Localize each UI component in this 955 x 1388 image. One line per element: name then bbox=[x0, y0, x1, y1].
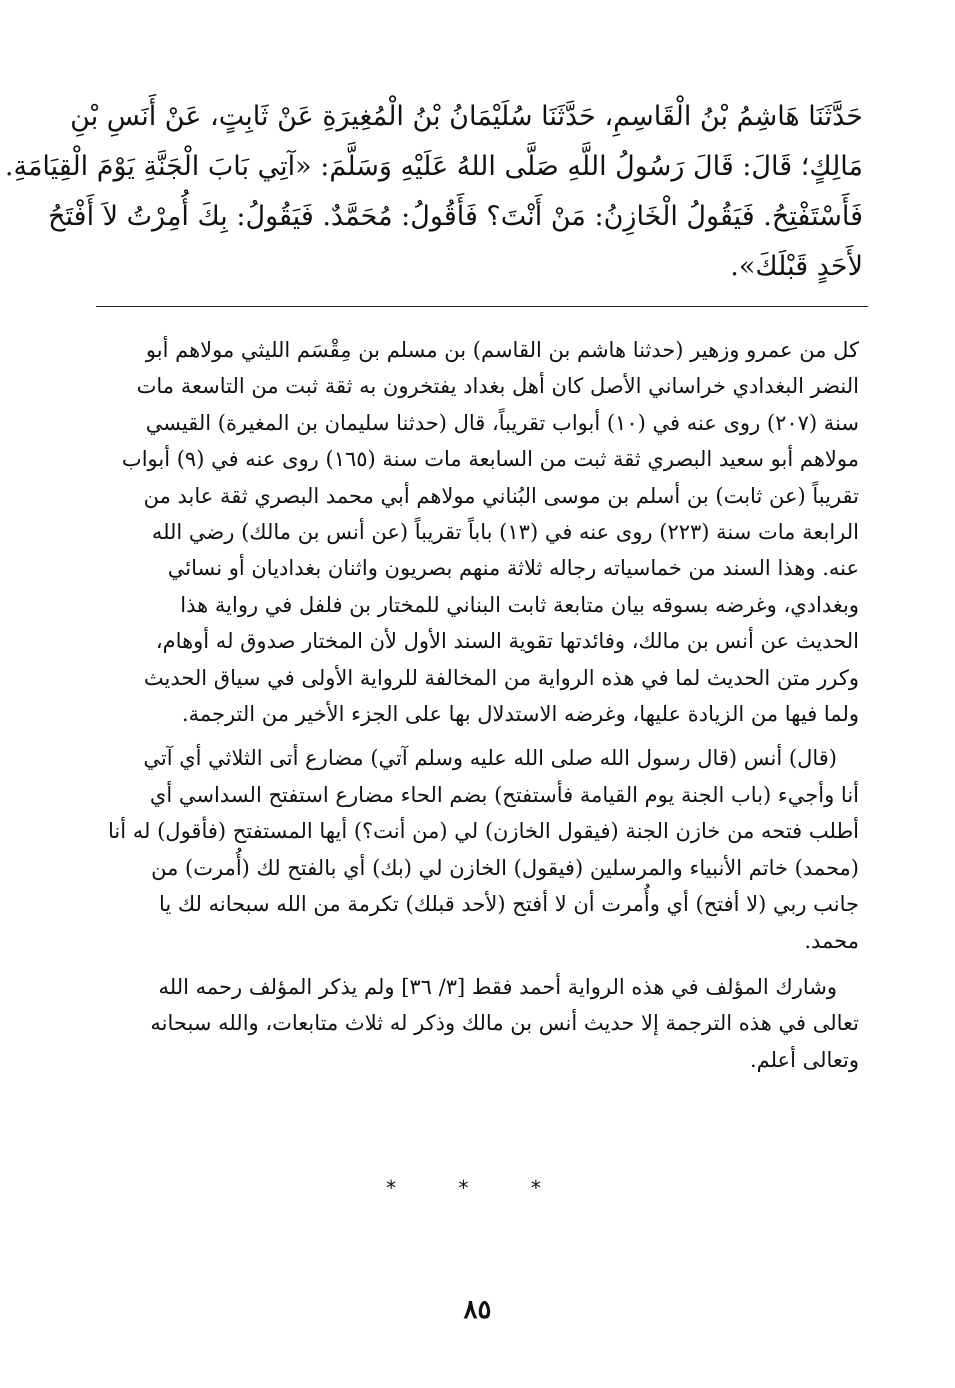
commentary-line: الحديث عن أنس بن مالك، وفائدتها تقوية السند الأول لأن المختار صدوق له أوهام، bbox=[155, 629, 859, 654]
commentary-line: جانب ربي (لا أفتح) أي وأُمرت أن لا أفتح (لأحد قبلك) تكرمة من الله سبحانه لك يا bbox=[158, 892, 859, 917]
hadith-line: فَأَسْتَفْتِحُ. فَيَقُولُ الْخَازِنُ: مَنْ أَنْتَ؟ فَأَقُولُ: مُحَمَّدٌ. فَيَقُولُ: بِكَ أُمِرْتُ لاَ أَفْتَحُ bbox=[48, 201, 863, 232]
hadith-line: لأَحَدٍ قَبْلَكَ». bbox=[730, 251, 863, 282]
page-number: ٨٥ bbox=[463, 1295, 492, 1325]
commentary-line: أطلب فتحه من خازن الجنة (فيقول الخازن) لي (من أنت؟) أيها المستفتح (فأقول) له أنا bbox=[108, 819, 859, 844]
commentary-line: ولما فيها من الزيادة عليها، وغرضه الاستدلال بها على الجزء الأخير من الترجمة. bbox=[181, 702, 859, 727]
hadith-line: مَالِكٍ؛ قَالَ: قَالَ رَسُولُ اللَّهِ صَلَّى اللهُ عَلَيْهِ وَسَلَّمَ: «آتِي بَابَ الْجَنَّةِ يَوْمَ الْقِيَامَةِ. bbox=[4, 151, 863, 182]
commentary-line: تعالى في هذه الترجمة إلا حديث أنس بن مالك وذكر له ثلاث متابعات، والله سبحانه bbox=[150, 1011, 859, 1036]
commentary-line: كل من عمرو وزهير (حدثنا هاشم بن القاسم) بن مسلم بن مِقْسَم الليثي مولاهم أبو bbox=[145, 338, 859, 362]
footnote-divider bbox=[96, 306, 868, 307]
commentary-line: سنة (٢٠٧) روى عنه في (١٠) أبواب تقريباً، قال (حدثنا سليمان بن المغيرة) القيسي bbox=[145, 410, 859, 435]
commentary-paragraph-narrators bbox=[87, 332, 859, 732]
commentary-line: أنا وأجيء (باب الجنة يوم القيامة فأستفتح) بضم الحاء مضارع استفتح السداسي أي bbox=[149, 782, 859, 807]
commentary-line: وبغدادي، وغرضه بسوقه بيان متابعة ثابت البناني للمختار بن فلفل في رواية هذا bbox=[180, 592, 859, 617]
commentary-line: (محمد) خاتم الأنبياء والمرسلين (فيقول) الخازن لي (بك) أي بالفتح لك (أُمرت) من bbox=[151, 855, 859, 880]
commentary-line: (قال) أنس (قال رسول الله صلى الله عليه وسلم آتي) مضارع أتى الثلاثي أي آتي bbox=[143, 746, 837, 771]
commentary-paragraph-explanation bbox=[87, 740, 859, 958]
commentary-line: مولاهم أبو سعيد البصري ثقة ثبت من السابعة مات سنة (١٦٥) روى عنه في (٩) أبواب bbox=[121, 447, 859, 472]
commentary bbox=[87, 332, 859, 1084]
commentary-line: الرابعة مات سنة (٢٢٣) روى عنه في (١٣) باباً تقريباً (عن أنس بن مالك) رضي الله bbox=[151, 520, 859, 545]
commentary-paragraph-closing bbox=[87, 969, 859, 1078]
commentary-line: النضر البغدادي خراساني الأصل كان أهل بغداد يفتخرون به ثقة ثبت من التاسعة مات bbox=[136, 374, 859, 399]
hadith-text bbox=[4, 92, 863, 292]
section-separator: * * * bbox=[386, 1176, 569, 1200]
commentary-line: تقريباً (عن ثابت) بن أسلم بن موسى البُناني مولاهم أبي محمد البصري ثقة عابد من bbox=[143, 483, 859, 508]
commentary-line: وكرر متن الحديث لما في هذه الرواية من المخالفة للرواية الأولى في سياق الحديث bbox=[143, 665, 859, 690]
commentary-line: وتعالى أعلم. bbox=[749, 1047, 859, 1072]
commentary-line: وشارك المؤلف في هذه الرواية أحمد فقط [٣/ ٣٦] ولم يذكر المؤلف رحمه الله bbox=[158, 974, 837, 999]
commentary-line: عنه. وهذا السند من خماسياته رجاله ثلاثة منهم بصريون واثنان بغداديان أو نسائي bbox=[167, 556, 859, 581]
commentary-line: محمد. bbox=[804, 928, 859, 953]
hadith-line: حَدَّثَنَا هَاشِمُ بْنُ الْقَاسِمِ، حَدَّثَنَا سُلَيْمَانُ بْنُ الْمُغِيرَةِ عَنْ ثَابِتٍ، عَنْ أَنَسِ بْنِ bbox=[70, 101, 863, 132]
